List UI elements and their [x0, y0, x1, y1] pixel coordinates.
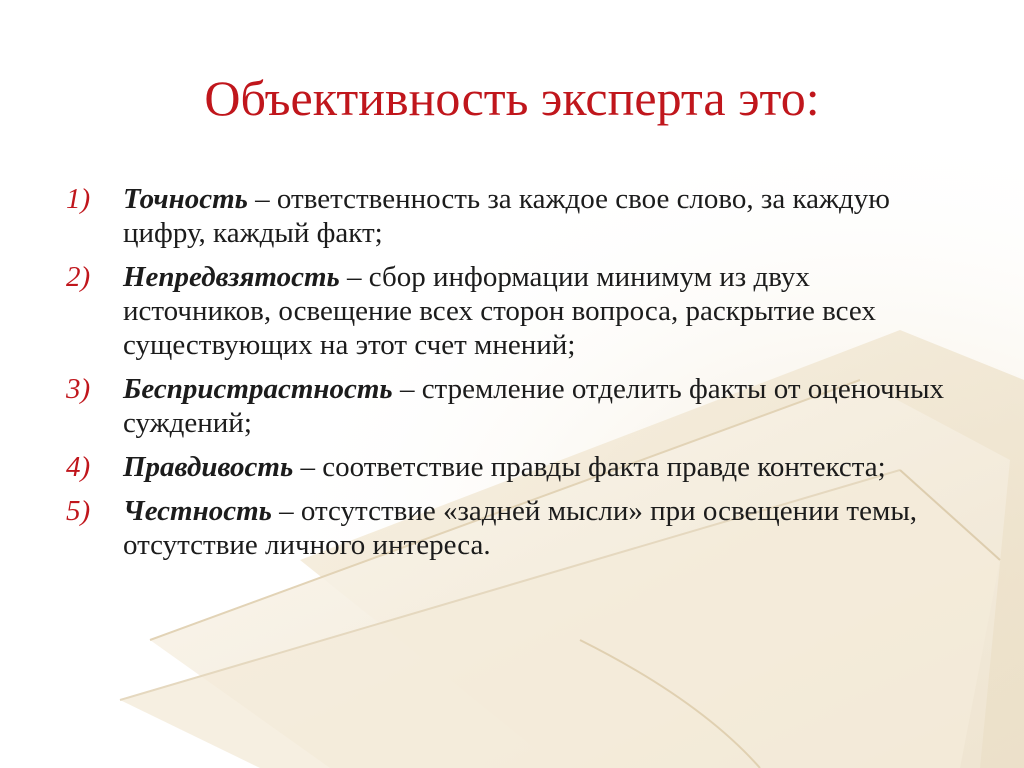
item-number: 1)	[66, 183, 91, 215]
item-term: Точность	[123, 183, 248, 215]
definition-list	[66, 182, 946, 572]
slide-title: Объективность эксперта это:	[204, 70, 820, 126]
item-text: отсутствие «задней мысли» при освещении темы, отсутствие личного интереса.	[123, 495, 918, 561]
item-term: Беспристрастность	[123, 373, 393, 405]
list-item	[66, 182, 946, 250]
item-dash: –	[339, 261, 369, 293]
list-item	[66, 450, 946, 484]
item-text: сбор информации минимум из двух источников, освещение всех сторон вопроса, раскрытие всех существующих на этот счет мнений;	[123, 261, 876, 361]
item-text: стремление отделить факты от оценочных суждений;	[123, 373, 945, 439]
list-item	[66, 372, 946, 440]
item-dash: –	[271, 495, 301, 527]
item-term: Правдивость	[123, 451, 294, 483]
item-number: 4)	[66, 451, 91, 483]
list-item	[66, 260, 946, 362]
item-dash: –	[247, 183, 277, 215]
item-term: Непредвзятость	[123, 261, 340, 293]
item-dash: –	[293, 451, 323, 483]
item-term: Честность	[123, 495, 272, 527]
item-number: 2)	[66, 261, 91, 293]
item-dash: –	[392, 373, 422, 405]
item-number: 3)	[66, 373, 91, 405]
item-number: 5)	[66, 495, 91, 527]
item-text: ответственность за каждое свое слово, за каждую цифру, каждый факт;	[123, 183, 890, 249]
item-text: соответствие правды факта правде контекста;	[322, 451, 886, 483]
list-item	[66, 494, 946, 562]
